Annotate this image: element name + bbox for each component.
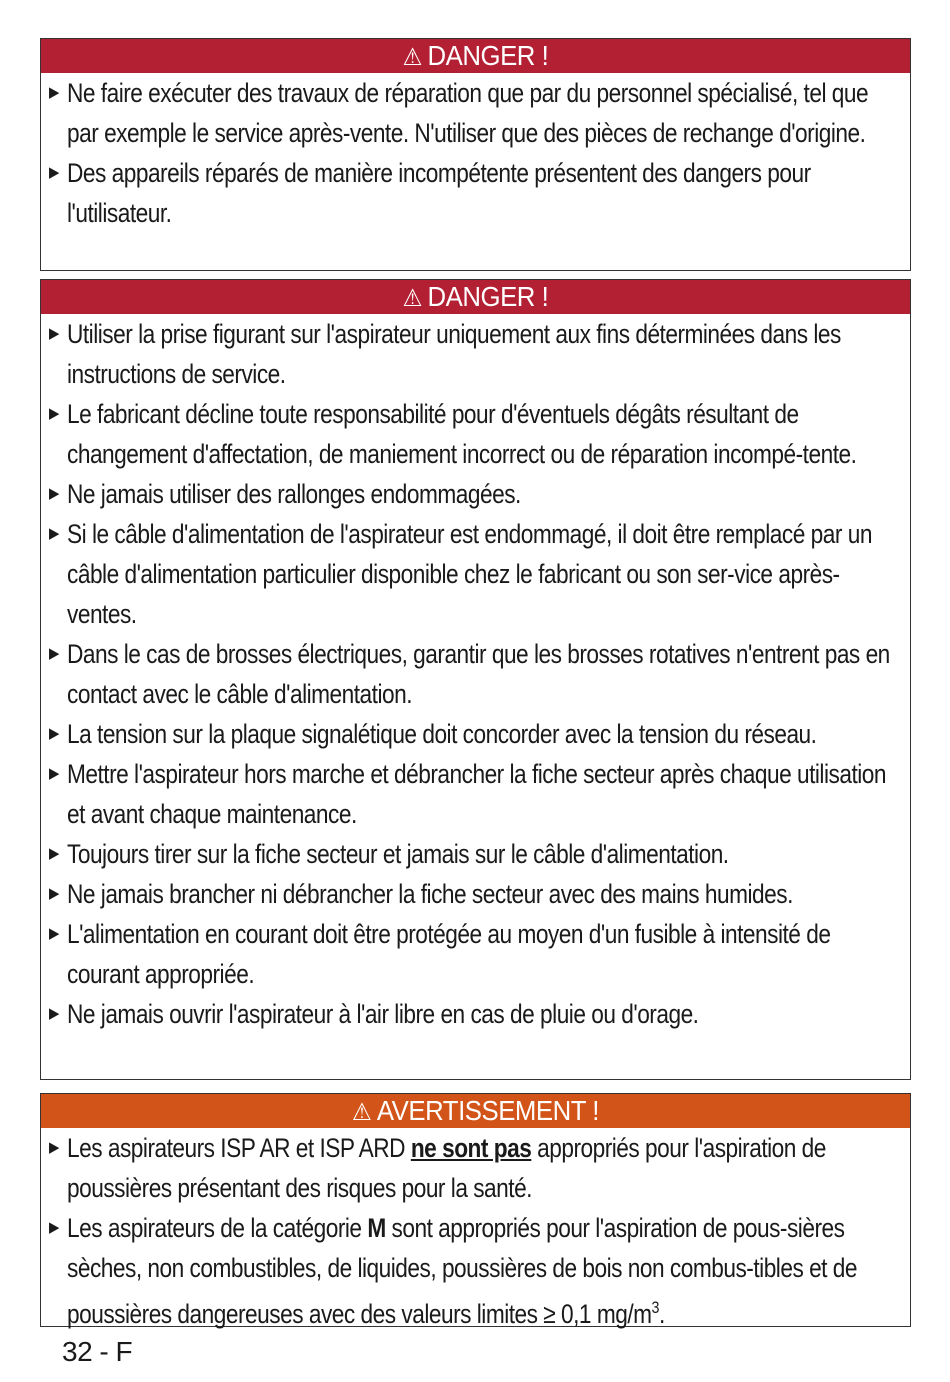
warning-triangle-icon: ⚠ <box>402 44 422 71</box>
superscript: 3 <box>651 1298 659 1317</box>
list-item: ▶ L'alimentation en courant doit être protégée au moyen d'un fusible à intensité de courant appropriée. <box>49 914 904 994</box>
list-item: ▶ Ne jamais brancher ni débrancher la fiche secteur avec des mains humides. <box>49 874 904 914</box>
list-item: ▶ Utiliser la prise figurant sur l'aspirateur uniquement aux fins déterminées dans les instructions de service. <box>49 314 904 394</box>
list-item: ▶ Les aspirateurs ISP AR et ISP ARD ne sont pas appropriés pour l'aspiration de poussières présentant des risques pour la santé. <box>49 1128 904 1208</box>
bullet-arrow-icon: ▶ <box>49 325 59 342</box>
bullet-arrow-icon: ▶ <box>49 1219 59 1236</box>
warning-box-dust <box>40 1093 911 1327</box>
list-item: ▶ Ne faire exécuter des travaux de réparation que par du personnel spécialisé, tel que par exemple le service après-vente. N'utiliser que des pièces de rechange d'origine. <box>49 73 904 153</box>
bullet-arrow-icon: ▶ <box>49 925 59 942</box>
list-item: ▶ Ne jamais ouvrir l'aspirateur à l'air libre en cas de pluie ou d'orage. <box>49 994 904 1034</box>
category-m-label: M <box>367 1213 386 1243</box>
bullet-arrow-icon: ▶ <box>49 765 59 782</box>
danger-header <box>41 39 910 73</box>
danger-list <box>41 314 910 1034</box>
header-text: AVERTISSEMENT ! <box>376 1095 599 1126</box>
bullet-arrow-icon: ▶ <box>49 405 59 422</box>
danger-box-usage <box>40 279 911 1080</box>
list-item: ▶ Ne jamais utiliser des rallonges endommagées. <box>49 474 904 514</box>
warning-triangle-icon: ⚠ <box>352 1099 372 1126</box>
bullet-arrow-icon: ▶ <box>49 164 59 181</box>
list-item: ▶ La tension sur la plaque signalétique doit concorder avec la tension du réseau. <box>49 714 904 754</box>
list-item: ▶ Dans le cas de brosses électriques, garantir que les brosses rotatives n'entrent pas en contact avec le câble d'alimentation. <box>49 634 904 714</box>
warning-triangle-icon: ⚠ <box>402 285 422 312</box>
bullet-arrow-icon: ▶ <box>49 1005 59 1022</box>
bullet-arrow-icon: ▶ <box>49 525 59 542</box>
bullet-arrow-icon: ▶ <box>49 885 59 902</box>
danger-list <box>41 73 910 233</box>
page-number: 32 - F <box>62 1336 133 1367</box>
header-text: DANGER ! <box>427 40 549 71</box>
warning-list <box>41 1128 910 1334</box>
list-item: ▶ Si le câble d'alimentation de l'aspirateur est endommagé, il doit être remplacé par un câble d'alimentation particulier disponible chez le fabricant ou son ser-vice après-ventes. <box>49 514 904 634</box>
bullet-arrow-icon: ▶ <box>49 725 59 742</box>
bullet-arrow-icon: ▶ <box>49 845 59 862</box>
list-item: ▶ Le fabricant décline toute responsabilité pour d'éventuels dégâts résultant de changement d'affectation, de maniement incorrect ou de réparation incompé-tente. <box>49 394 904 474</box>
header-text: DANGER ! <box>427 281 549 312</box>
warning-header <box>41 1094 910 1128</box>
emphasis-text: ne sont pas <box>410 1133 532 1163</box>
bullet-arrow-icon: ▶ <box>49 485 59 502</box>
list-item: ▶ Toujours tirer sur la fiche secteur et jamais sur le câble d'alimentation. <box>49 834 904 874</box>
bullet-arrow-icon: ▶ <box>49 1139 59 1156</box>
list-item: ▶ Les aspirateurs de la catégorie M sont appropriés pour l'aspiration de pous-sières sèches, non combustibles, de liquides, poussières de bois non combus-tibles et de poussières dangereuses avec des valeurs limites ≥ 0,1 $mg/m^3$. <box>49 1208 904 1334</box>
danger-box-repairs <box>40 38 911 271</box>
bullet-arrow-icon: ▶ <box>49 84 59 101</box>
list-item: ▶ Des appareils réparés de manière incompétente présentent des dangers pour l'utilisateur. <box>49 153 904 233</box>
list-item: ▶ Mettre l'aspirateur hors marche et débrancher la fiche secteur après chaque utilisation et avant chaque maintenance. <box>49 754 904 834</box>
bullet-arrow-icon: ▶ <box>49 645 59 662</box>
danger-header <box>41 280 910 314</box>
